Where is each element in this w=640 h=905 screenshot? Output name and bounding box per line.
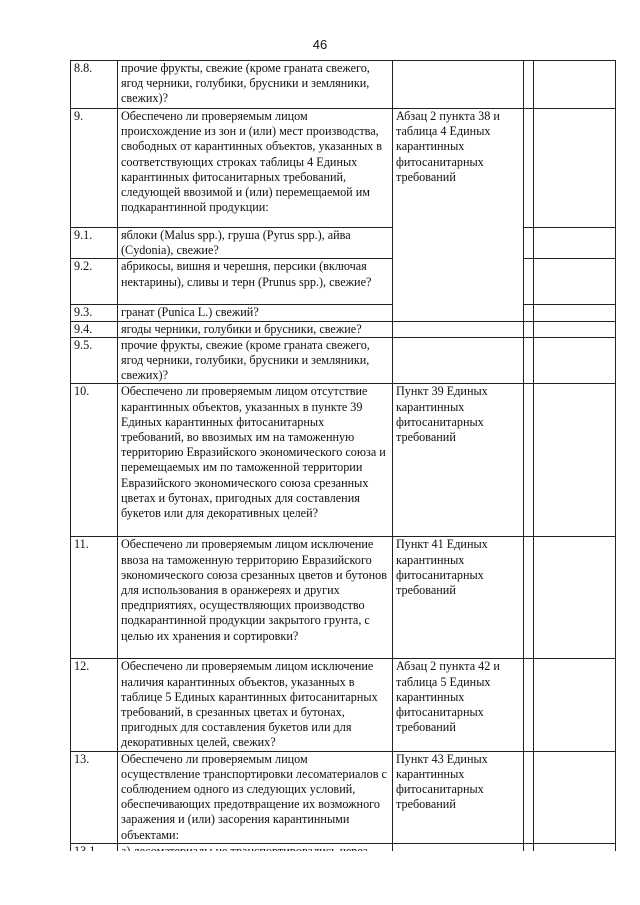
row-reference: Пункт 43 Единых карантинных фитосанитарных требований	[393, 751, 524, 843]
table-row	[71, 321, 616, 337]
table-row	[71, 659, 616, 751]
row-question: Обеспечено ли проверяемым лицом осуществление транспортировки лесоматериалов с соблюдением одного из следующих условий, обеспечивающих предотвращение их возможного заражения и (или) засорения карантинными объектами:	[118, 751, 393, 843]
row-answer-b	[534, 61, 616, 109]
row-reference: Пункт 41 Единых карантинных фитосанитарных требований	[393, 537, 524, 659]
row-reference: Пункт 39 Единых карантинных фитосанитарных требований	[393, 384, 524, 537]
row-answer-a	[524, 109, 534, 228]
table-row	[71, 228, 616, 259]
row-reference: Абзац 2 пункта 38 и таблица 4 Единых карантинных фитосанитарных требований	[393, 109, 524, 322]
row-number: 9.3.	[71, 305, 118, 321]
row-answer-a	[524, 228, 534, 259]
row-answer-b	[534, 228, 616, 259]
row-question: ягоды черники, голубики и брусники, свежие?	[118, 321, 393, 337]
table-row	[71, 259, 616, 305]
row-number: 9.2.	[71, 259, 118, 305]
table-row	[71, 305, 616, 321]
row-number: 11.	[71, 537, 118, 659]
row-answer-b	[534, 109, 616, 228]
row-answer-b	[534, 305, 616, 321]
row-reference	[393, 337, 524, 384]
row-answer-b	[534, 751, 616, 843]
checklist-table	[70, 60, 616, 874]
row-number: 12.	[71, 659, 118, 751]
table-row	[71, 109, 616, 228]
row-reference	[393, 321, 524, 337]
row-question: гранат (Punica L.) свежий?	[118, 305, 393, 321]
row-answer-b	[534, 384, 616, 537]
row-number: 9.1.	[71, 228, 118, 259]
row-reference: Абзац 2 пункта 42 и таблица 5 Единых карантинных фитосанитарных требований	[393, 659, 524, 751]
row-question: прочие фрукты, свежие (кроме граната свежего, ягод черники, голубики, брусники и земляники, свежих)?	[118, 337, 393, 384]
row-answer-a	[524, 659, 534, 751]
row-number: 9.5.	[71, 337, 118, 384]
row-question: Обеспечено ли проверяемым лицом происхождение из зон и (или) мест производства, свободных от карантинных объектов, указанных в соответствующих строках таблицы 4 Единых карантинных фитосанитарных требований, следующей ввозимой и (или) перемещаемой им подкарантинной продукции:	[118, 109, 393, 228]
row-reference	[393, 61, 524, 109]
row-answer-a	[524, 384, 534, 537]
row-question: Обеспечено ли проверяемым лицом исключение наличия карантинных объектов, указанных в таблице 5 Единых карантинных фитосанитарных требований, в срезанных цветах и бутонах, пригодных для составления букетов или для декоративных целей, свежих?	[118, 659, 393, 751]
table-row	[71, 337, 616, 384]
row-answer-b	[534, 537, 616, 659]
row-answer-b	[534, 659, 616, 751]
table-row	[71, 384, 616, 537]
table-row	[71, 537, 616, 659]
row-question: абрикосы, вишня и черешня, персики (включая нектарины), сливы и терн (Prunus spp.), свежие?	[118, 259, 393, 305]
row-answer-a	[524, 537, 534, 659]
table-row	[71, 751, 616, 843]
row-answer-a	[524, 259, 534, 305]
row-answer-a	[524, 61, 534, 109]
row-answer-b	[534, 321, 616, 337]
row-number: 9.	[71, 109, 118, 228]
row-answer-a	[524, 305, 534, 321]
row-number: 8.8.	[71, 61, 118, 109]
row-answer-b	[534, 259, 616, 305]
row-question: Обеспечено ли проверяемым лицом исключение ввоза на таможенную территорию Евразийского экономического союза срезанных цветов и бутонов для использования в оранжереях и других предприятиях, осуществляющих производство подкарантинной продукции закрытого грунта, с целью их хранения и сортировки?	[118, 537, 393, 659]
row-answer-b	[534, 337, 616, 384]
page-number: 46	[312, 37, 328, 52]
row-question: Обеспечено ли проверяемым лицом отсутствие карантинных объектов, указанных в пункте 39 Единых карантинных фитосанитарных требований, во ввозимых им на таможенную территорию Евразийского экономического союза и перемещаемых им по таможенной территории Евразийского экономического союза срезанных цветах и бутонах, пригодных для составления букетов или для декоративных целей?	[118, 384, 393, 537]
row-number: 9.4.	[71, 321, 118, 337]
row-question: яблоки (Malus spp.), груша (Pyrus spp.), айва (Cydonia), свежие?	[118, 228, 393, 259]
row-number: 13.	[71, 751, 118, 843]
row-answer-a	[524, 337, 534, 384]
page-bottom-margin	[0, 851, 640, 905]
row-question: прочие фрукты, свежие (кроме граната свежего, ягод черники, голубики, брусники и земляники, свежих)?	[118, 61, 393, 109]
row-answer-a	[524, 751, 534, 843]
table-row	[71, 61, 616, 109]
row-answer-a	[524, 321, 534, 337]
row-number: 10.	[71, 384, 118, 537]
